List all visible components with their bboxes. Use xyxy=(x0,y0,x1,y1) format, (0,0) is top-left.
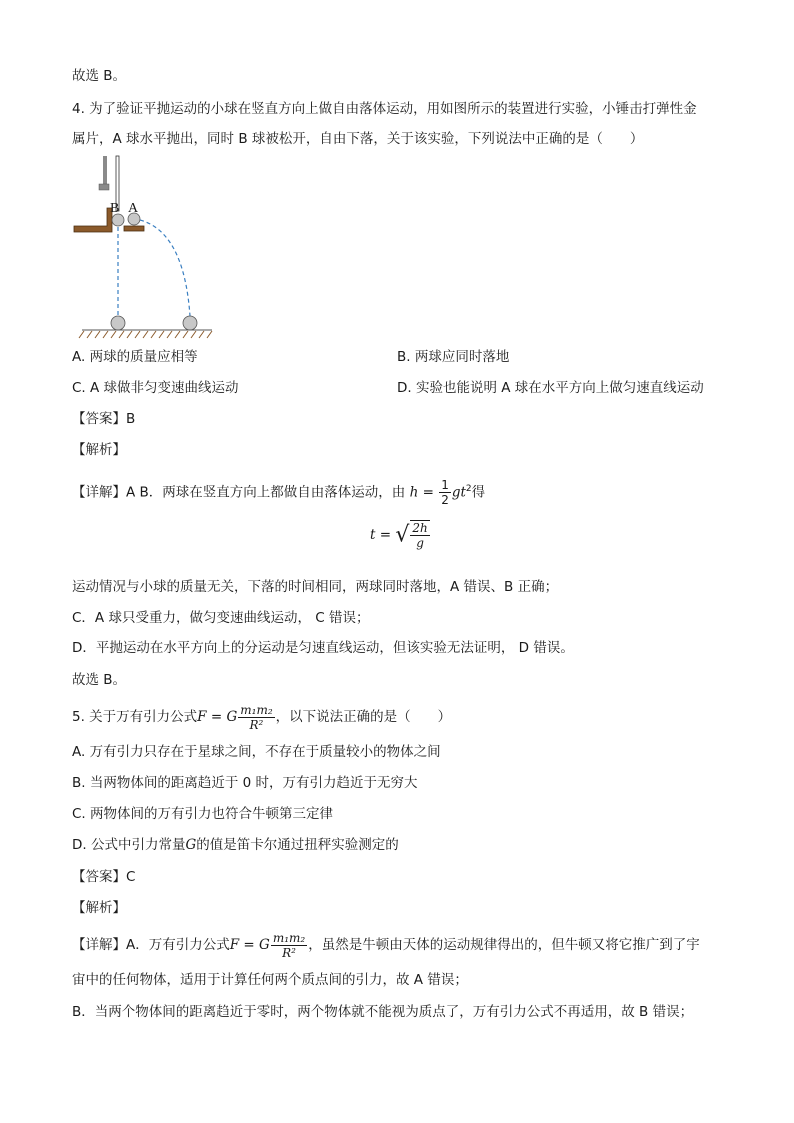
q5-detail-line3: B．当两个物体间的距离趋近于零时，两个物体就不能视为质点了，万有引力公式不再适用，故 B 错误； xyxy=(72,1004,694,1020)
q5-G: G xyxy=(226,709,238,725)
detail-text-end: ，虽然是牛顿由天体的运动规律得出的，但牛顿又将它推广到了宇 xyxy=(308,937,700,953)
detail-text: A B．两球在竖直方向上都做自由落体运动，由 xyxy=(126,484,406,501)
sqrt-den: g xyxy=(416,536,424,550)
q5-analysis-tag: 【解析】 xyxy=(72,900,126,916)
sqrt-fraction xyxy=(410,520,429,550)
hammer-head xyxy=(99,184,109,190)
q4-option-A: A. 两球的质量应相等 xyxy=(72,349,198,365)
q5d-eq: = xyxy=(239,937,260,953)
q5-detail-line1 xyxy=(72,930,700,960)
hammer-handle xyxy=(103,156,107,186)
q5-eq: = xyxy=(206,709,227,725)
q5d-G: G xyxy=(259,937,270,953)
q5-frac-num: m₁m₂ xyxy=(240,702,273,717)
sqrt-num: 2h xyxy=(412,521,428,535)
q4-option-D: D. 实验也能说明 A 球在水平方向上做匀速直线运动 xyxy=(397,380,704,396)
q5-frac-den: R² xyxy=(249,717,264,732)
q5-optD-G: G xyxy=(185,837,197,853)
q4-answer xyxy=(72,409,135,429)
formula-t-eq: = xyxy=(375,527,396,543)
half-num: 1 xyxy=(441,478,449,492)
question-4-stem-line1: 4. 为了验证平抛运动的小球在竖直方向上做自由落体运动，用如图所示的装置进行实验，小锤击打弹性金 xyxy=(72,101,697,117)
eq-sign: = xyxy=(418,484,439,501)
parabolic-trajectory xyxy=(140,220,190,316)
q4-detail-line1 xyxy=(72,474,485,508)
eq-sq: 2 xyxy=(465,484,472,494)
question-4-stem-line2: 属片，A 球水平抛出，同时 B 球被松开，自由下落，关于该实验，下列说法中正确的是（ ） xyxy=(72,131,644,147)
q5-fraction xyxy=(238,703,274,732)
q5-option-C: C. 两物体间的万有引力也符合牛顿第三定律 xyxy=(72,806,334,822)
q4-option-B: B. 两球应同时落地 xyxy=(397,349,510,365)
ball-B-ground xyxy=(111,316,125,330)
q5-answer xyxy=(72,867,135,887)
eq-h: h xyxy=(409,484,419,501)
q5d-F: F xyxy=(229,937,240,953)
half-den: 2 xyxy=(441,493,449,507)
q5-stem-a: 5. 关于万有引力公式 xyxy=(72,709,198,725)
q5-option-A: A. 万有引力只存在于星球之间，不存在于质量较小的物体之间 xyxy=(72,744,441,760)
q4-end: 故选 B。 xyxy=(72,672,127,688)
q5-optD-b: 的值是笛卡尔通过扭秤实验测定的 xyxy=(196,837,399,853)
answer-value: C xyxy=(126,869,136,885)
formula-t-var: t xyxy=(370,527,376,543)
q4-analysis-tag: 【解析】 xyxy=(72,442,126,458)
q5d-fraction xyxy=(271,931,307,960)
q5-F: F xyxy=(197,709,207,725)
q5-optD-a: D. 公式中引力常量 xyxy=(72,837,186,853)
label-A: A xyxy=(128,201,139,216)
answer-tag: 【答案】 xyxy=(72,411,126,427)
stand-platform xyxy=(74,208,112,232)
half-fraction xyxy=(439,478,451,507)
q5-option-B: B. 当两物体间的距离趋近于 0 时，万有引力趋近于无穷大 xyxy=(72,775,418,791)
eq-gt: gt xyxy=(451,484,466,501)
q5d-frac-den: R² xyxy=(282,945,296,960)
q5-option-D xyxy=(72,835,399,855)
q5-detail-line2: 宙中的任何物体，适用于计算任何两个质点间的引力，故 A 错误； xyxy=(72,972,468,988)
q4-detail-line2: 运动情况与小球的质量无关，下落的时间相同，两球同时落地，A 错误、B 正确； xyxy=(72,579,559,595)
q5-stem-b: ，以下说法正确的是（ ） xyxy=(275,709,452,725)
label-B: B xyxy=(110,201,120,216)
q5d-frac-num: m₁m₂ xyxy=(272,930,306,945)
detail-tag: 【详解】 xyxy=(72,937,126,953)
detail-text-end: 得 xyxy=(471,484,486,501)
text-line: 故选 B。 xyxy=(72,68,127,84)
sqrt-sign-icon: √ xyxy=(395,522,410,548)
detail-tag: 【详解】 xyxy=(72,484,126,501)
q4-option-C: C. A 球做非匀变速曲线运动 xyxy=(72,380,239,396)
ball-A-ground xyxy=(183,316,197,330)
ground-hatching xyxy=(79,331,212,338)
q4-detail-line4: D．平抛运动在水平方向上的分运动是匀速直线运动，但该实验无法证明， D 错误。 xyxy=(72,640,574,656)
stand-right xyxy=(124,226,144,231)
formula-t xyxy=(370,520,431,550)
answer-tag: 【答案】 xyxy=(72,869,126,885)
answer-value: B xyxy=(126,411,136,427)
question-5-stem xyxy=(72,702,451,732)
experiment-figure xyxy=(72,150,222,340)
q4-detail-line3: C．A 球只受重力，做匀变速曲线运动， C 错误； xyxy=(72,610,370,626)
detail-text: A．万有引力公式 xyxy=(126,937,230,953)
